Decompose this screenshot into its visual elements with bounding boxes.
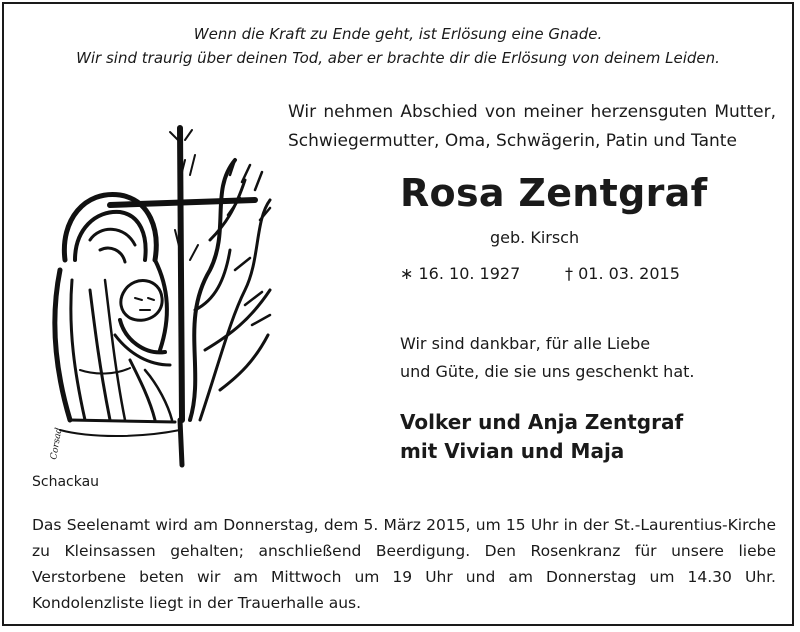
gratitude-text xyxy=(400,330,694,386)
obituary-notice xyxy=(2,2,794,626)
motto-line-2: Wir sind traurig über deinen Tod, aber er brachte dir die Erlösung von deinem Leiden. xyxy=(76,49,720,67)
motto-quote xyxy=(4,22,792,70)
funeral-service-info: Das Seelenamt wird am Donnerstag, dem 5. März 2015, um 15 Uhr in der St.-Laurentius-Kirche zu Kleinsassen gehalten; anschließend Beerdigung. Den Rosenkranz für unsere liebe Verstorbene beten wir am Mittwoch um 19 Uhr und am Donnerstag um 14.30 Uhr. Kondolenzliste liegt in der Trauerhalle aus. xyxy=(32,516,776,612)
birth-date: ∗ 16. 10. 1927 xyxy=(400,264,521,283)
mourning-figure-illustration-icon xyxy=(30,120,280,470)
thanks-line-2: und Güte, die sie uns geschenkt hat. xyxy=(400,362,695,381)
deceased-name: Rosa Zentgraf xyxy=(400,171,708,215)
intro-line-1: Wir nehmen Abschied von meiner herzensguten Mutter, xyxy=(288,102,776,122)
place-of-residence: Schackau xyxy=(32,474,100,490)
mourners xyxy=(400,408,683,466)
motto-line-1: Wenn die Kraft zu Ende geht, ist Erlösung eine Gnade. xyxy=(193,25,603,43)
death-date: † 01. 03. 2015 xyxy=(565,264,680,283)
thanks-line-1: Wir sind dankbar, für alle Liebe xyxy=(400,334,651,353)
maiden-name: geb. Kirsch xyxy=(490,228,580,247)
mourners-line-1: Volker und Anja Zentgraf xyxy=(400,410,684,434)
farewell-intro xyxy=(288,98,776,156)
intro-line-2: Schwiegermutter, Oma, Schwägerin, Patin und Tante xyxy=(288,131,737,151)
svg-text:Corsad: Corsad xyxy=(49,426,65,461)
mourners-line-2: mit Vivian und Maja xyxy=(400,439,625,463)
